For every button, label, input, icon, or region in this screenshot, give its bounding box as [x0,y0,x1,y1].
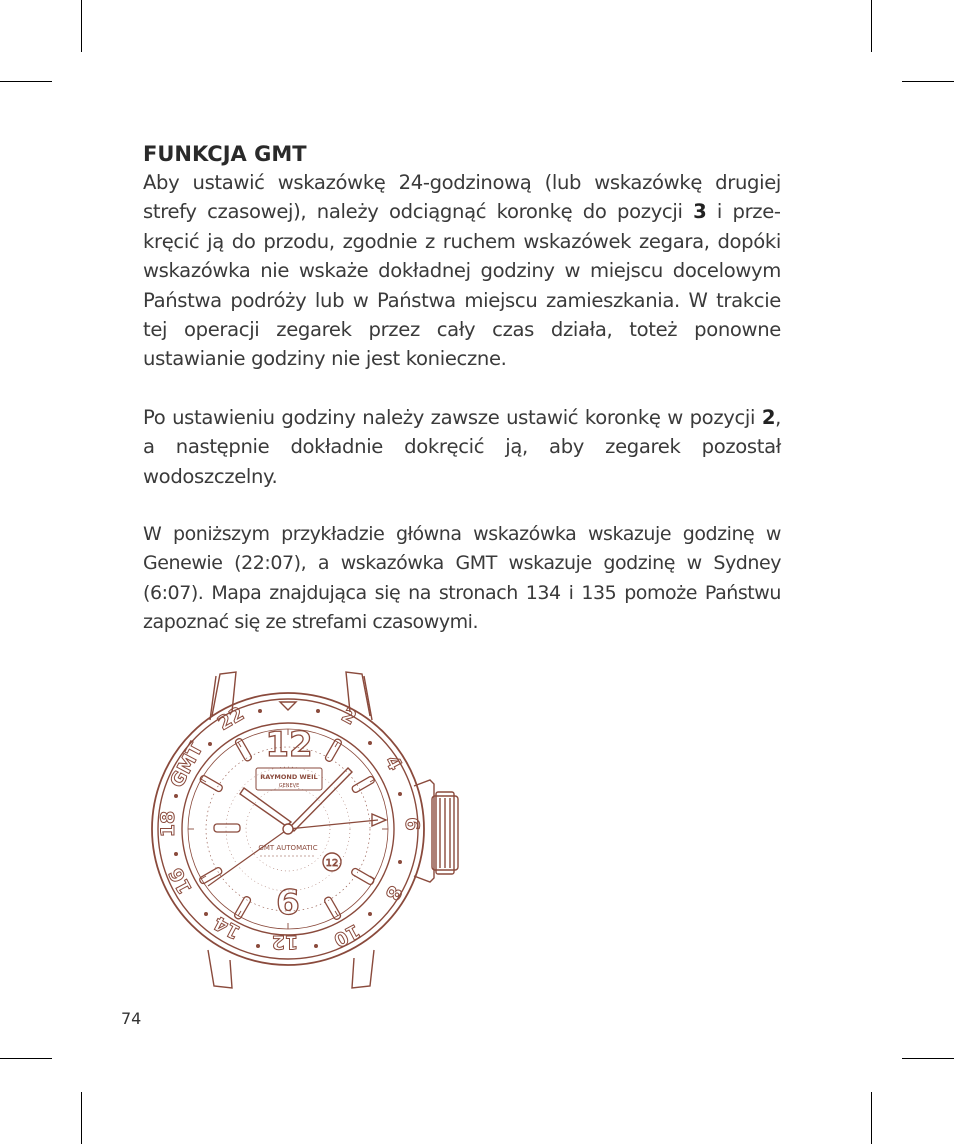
paragraph-crown-return [143,403,781,491]
dial-numeral-12: 12 [265,725,313,765]
bezel-number-16: 16 [164,863,197,898]
crop-mark [0,1058,52,1059]
brand-logo [256,768,322,790]
section-heading: FUNKCJA GMT [143,142,307,166]
text-run: Po ustawieniu godziny należy zawsze ustawić koronkę w pozycji [143,405,762,429]
crop-mark [902,1058,954,1059]
bezel-gmt-label: GMT [165,739,208,792]
watch-illustration [148,668,468,990]
dial-numeral-6: 6 [276,883,300,923]
bezel-number-6: 6 [401,817,423,831]
bezel-number-14: 14 [210,911,245,944]
paragraph-example: W poniższym przykładzie główna wskazówka wskazuje godzinę w Genewie (22:07), a wskazówka GMT wskazuje godzinę w Sydney (6:07). Mapa znajdująca się na stronach 134 i 135 pomoże Państwu zapoznać się ze strefami czasowymi. [143,523,781,634]
model-label: GMT AUTOMATIC [258,844,318,852]
bezel-number-4: 4 [380,752,407,775]
bezel-number-18: 18 [157,810,179,838]
brand-name: RAYMOND WEIL [260,773,318,781]
bezel-number-12: 12 [271,931,299,953]
bezel-triangle-marker [280,702,296,710]
text-run: , a następnie dokładnie dokręcić ją, aby zegarek pozostał wodoszczelny. [143,405,781,488]
bezel-number-22: 22 [214,702,248,735]
seconds-hand [208,829,288,886]
text-run: Aby ustawić wskazówkę 24-godzinową (lub wskazówkę drugiej strefy czasowej), należy odciągnąć koronkę do pozycji [143,171,781,224]
page-number: 74 [121,1009,142,1028]
crop-mark [902,81,954,82]
crop-mark [81,0,82,52]
crop-mark [871,0,872,52]
bezel-number-2: 2 [337,703,360,730]
paragraph-gmt-setting [143,168,781,374]
bezel-number-8: 8 [380,881,407,904]
crown-position-2: 2 [761,405,776,429]
date-window [323,853,341,871]
crop-mark [0,81,52,82]
gmt-hand [288,820,378,829]
hands-pinion [283,824,293,834]
text-run: i przekręcić ją do przodu, zgodnie z ruchem wskazówek zegara, dopóki wskazówka nie wskaże dokładnej godziny w miejscu docelowym Państwa podróży lub w Państwa miejscu zamieszkania. W trakcie tej operacji zegarek przez cały czas działa, toteż ponowne ustawianie godziny nie jest konieczne. [143,200,781,371]
crop-mark [81,1092,82,1144]
brand-subtitle: GENEVE [278,783,300,789]
date-value: 12 [325,858,339,869]
bezel-number-10: 10 [329,919,364,952]
crop-mark [871,1092,872,1144]
crown-position-3: 3 [693,200,707,224]
hour-hand [240,788,291,826]
text-content [143,140,781,638]
